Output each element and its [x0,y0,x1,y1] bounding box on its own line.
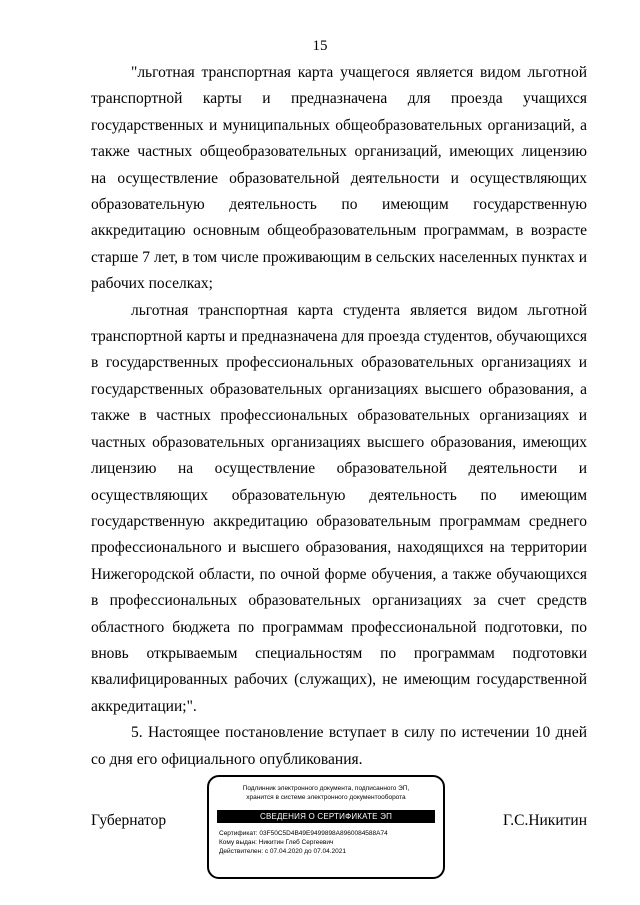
signatory-name: Г.С.Никитин [503,812,587,829]
paragraph-student-card-pupil: "льготная транспортная карта учащегося является видом льготной транспортной карты и предназначена для проезда учащихся государственных и муниципальных общеобразовательных организаций, а также частных общеобразовательных организаций, имеющих лицензию на осуществление образовательной деятельности и осуществляющих образовательную деятельность по имеющим государственную аккредитацию основным общеобразовательным программам, в возрасте старше 7 лет, в том числе проживающим в сельских населенных пунктах и рабочих поселках; [91,64,587,293]
signatory-title: Губернатор [91,812,167,829]
stamp-certificate-number: Сертификат: 03F50C5D4B49E9499898A8960084588A74 [219,830,388,837]
stamp-header [209,784,443,802]
document-body [91,60,587,773]
stamp-validity: Действителен: с 07.04.2020 до 07.04.2021 [219,848,347,855]
stamp-certificate-info [219,829,433,856]
page-number: 15 [312,38,328,54]
stamp-header-line: хранится в системе электронного документооборота [246,794,406,801]
paragraph-effective-date: 5. Настоящее постановление вступает в силу по истечении 10 дней со дня его официального опубликования. [91,724,587,768]
stamp-header-line: Подлинник электронного документа, подписанного ЭП, [242,785,410,792]
stamp-banner: СВЕДЕНИЯ О СЕРТИФИКАТЕ ЭП [217,810,435,823]
stamp-issued-to: Кому выдан: Никитин Глеб Сергеевич [219,839,334,846]
paragraph-student-card-student: льготная транспортная карта студента является видом льготной транспортной карты и предназначена для проезда студентов, обучающихся в государственных профессиональных образовательных организациях и государственных образовательных организациях высшего образования, а также в частных профессиональных образовательных организациях и частных образовательных организациях высшего образования, имеющих лицензию на осуществление образовательной деятельности и осуществляющих образовательную деятельность по имеющим государственную аккредитацию образовательным программам среднего профессионального и высшего образования, находящихся на территории Нижегородской области, по очной форме обучения, а также обучающихся в профессиональных образовательных организациях за счет средств областного бюджета по программам профессиональной подготовки, по вновь открываемым специальностям по программам подготовки квалифицированных рабочих (служащих), не имеющим государственной аккредитации;". [91,301,587,715]
electronic-signature-stamp [207,775,445,879]
